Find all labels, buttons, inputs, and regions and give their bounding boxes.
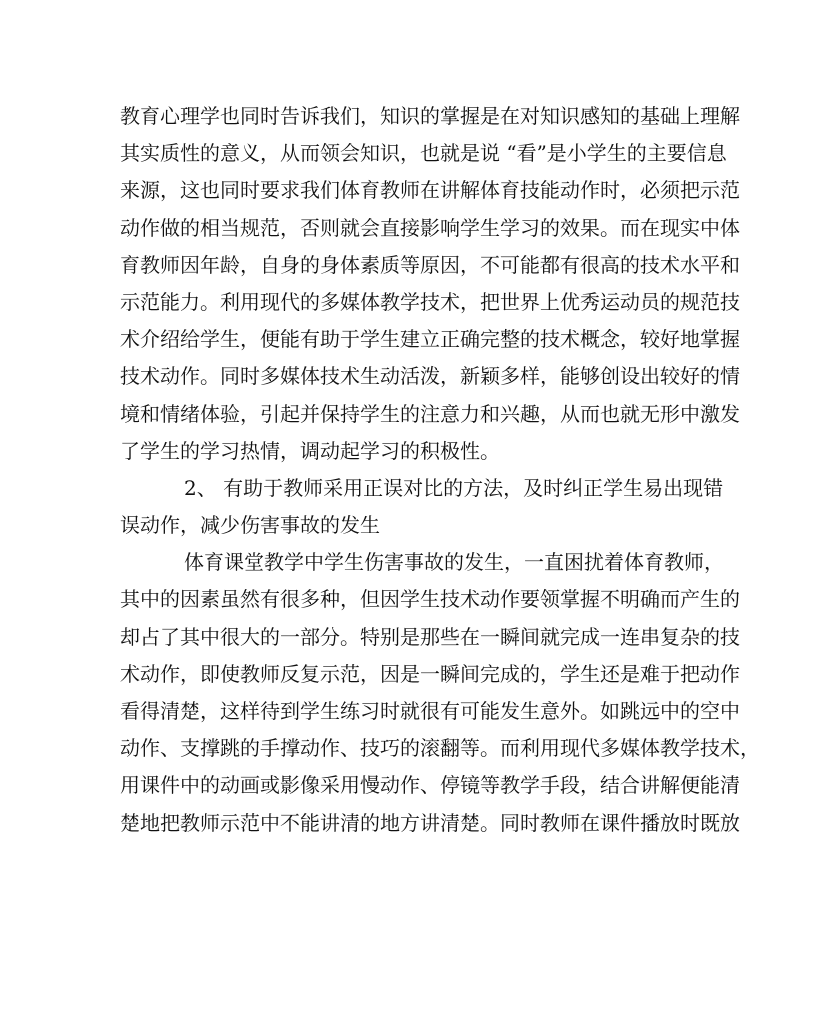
text-line: 却占了其中很大的一部分。特别是那些在一瞬间就完成一连串复杂的技 xyxy=(120,624,740,649)
text-line: 用课件中的动画或影像采用慢动作、停镜等教学手段，结合讲解便能清 xyxy=(120,773,740,798)
text-line: 楚地把教师示范中不能讲清的地方讲清楚。同时教师在课件播放时既放 xyxy=(120,810,740,835)
text-line: 其实质性的意义，从而领会知识，也就是说 “看”是小学生的主要信息 xyxy=(120,141,727,166)
text-line: 体育课堂教学中学生伤害事故的发生，一直困扰着体育教师， xyxy=(184,550,724,575)
text-line: 教育心理学也同时告诉我们，知识的掌握是在对知识感知的基础上理解 xyxy=(120,104,740,128)
text-line: 动作做的相当规范，否则就会直接影响学生学习的效果。而在现实中体 xyxy=(120,215,740,240)
text-line: 动作、支撑跳的手撑动作、技巧的滚翻等。而利用现代多媒体教学技术， xyxy=(120,736,760,761)
text-line: 境和情绪体验，引起并保持学生的注意力和兴趣，从而也就无形中激发 xyxy=(120,401,740,426)
text-line: 术介绍给学生，便能有助于学生建立正确完整的技术概念，较好地掌握 xyxy=(120,327,740,352)
text-line: 了学生的学习热情，调动起学习的积极性。 xyxy=(120,438,500,463)
text-line: 术动作，即使教师反复示范，因是一瞬间完成的，学生还是难于把动作 xyxy=(120,661,740,686)
paragraph-knowledge-perception xyxy=(120,98,740,470)
section-heading-2 xyxy=(120,470,724,544)
document-page xyxy=(120,98,760,842)
paragraph-injury-accidents xyxy=(120,544,760,842)
text-line: 看得清楚，这样待到学生练习时就很有可能发生意外。如跳远中的空中 xyxy=(120,699,740,723)
text-line: 示范能力。利用现代的多媒体教学技术，把世界上优秀运动员的规范技 xyxy=(120,289,740,314)
heading-line: 误动作，减少伤害事故的发生 xyxy=(120,513,380,538)
text-line: 技术动作。同时多媒体技术生动活泼，新颖多样，能够创设出较好的情 xyxy=(120,364,740,389)
text-line: 来源，这也同时要求我们体育教师在讲解体育技能动作时，必须把示范 xyxy=(120,178,740,203)
heading-line: 2、 有助于教师采用正误对比的方法，及时纠正学生易出现错 xyxy=(184,475,724,500)
text-line: 育教师因年龄，自身的身体素质等原因，不可能都有很高的技术水平和 xyxy=(120,252,740,277)
text-line: 其中的因素虽然有很多种，但因学生技术动作要领掌握不明确而产生的 xyxy=(120,587,740,612)
